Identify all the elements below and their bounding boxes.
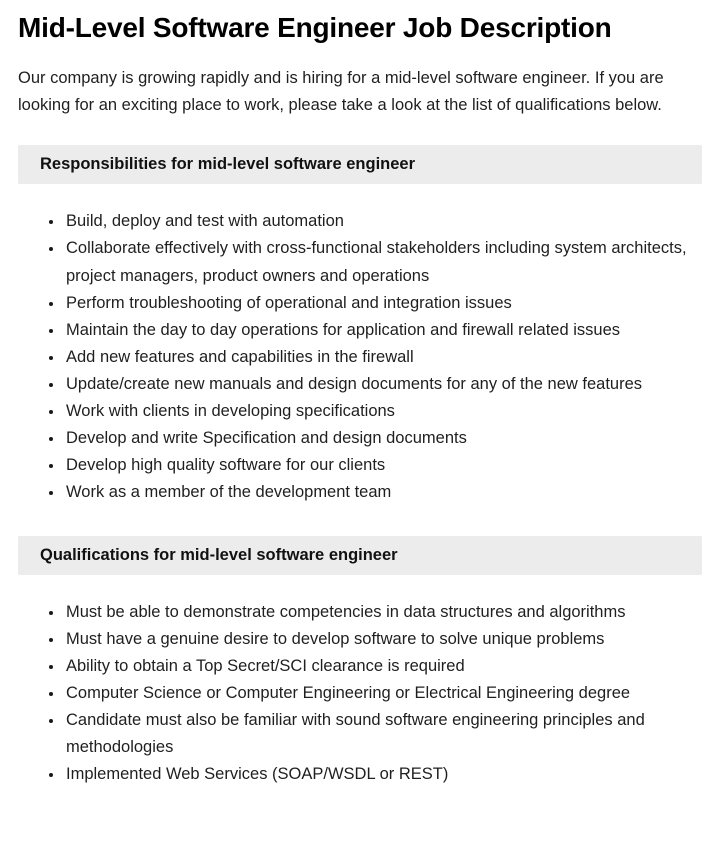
list-item: • Develop and write Specification and design documents (64, 425, 702, 452)
list-item: • Build, deploy and test with automation (64, 208, 702, 235)
intro-paragraph: Our company is growing rapidly and is hiring for a mid-level software engineer. If you are looking for an exciting place to work, please take a look at the list of qualifications below. (18, 69, 664, 115)
list-item: • Develop high quality software for our clients (64, 452, 702, 479)
qualifications-section (18, 536, 702, 788)
list-item: • Implemented Web Services (SOAP/WSDL or REST) (64, 761, 702, 788)
responsibilities-section-header: Responsibilities for mid-level software engineer (18, 145, 702, 184)
responsibilities-section (18, 145, 702, 506)
list-item: • Work with clients in developing specifications (64, 398, 702, 425)
list-item: • Must have a genuine desire to develop software to solve unique problems (64, 626, 702, 653)
list-item: • Perform troubleshooting of operational and integration issues (64, 290, 702, 317)
page-title: Mid-Level Software Engineer Job Description (18, 12, 612, 43)
qualifications-list (18, 599, 702, 788)
list-item: • Maintain the day to day operations for application and firewall related issues (64, 317, 702, 344)
list-item: • Candidate must also be familiar with sound software engineering principles and methodologies (64, 707, 702, 761)
qualifications-section-header: Qualifications for mid-level software engineer (18, 536, 702, 575)
list-item: • Update/create new manuals and design documents for any of the new features (64, 371, 702, 398)
list-item: • Must be able to demonstrate competencies in data structures and algorithms (64, 599, 702, 626)
responsibilities-list (18, 208, 702, 506)
list-item: • Collaborate effectively with cross-functional stakeholders including system architects, project managers, product owners and operations (64, 235, 702, 289)
list-item: • Work as a member of the development team (64, 479, 702, 506)
list-item: • Add new features and capabilities in the firewall (64, 344, 702, 371)
list-item: • Computer Science or Computer Engineering or Electrical Engineering degree (64, 680, 702, 707)
list-item: • Ability to obtain a Top Secret/SCI clearance is required (64, 653, 702, 680)
